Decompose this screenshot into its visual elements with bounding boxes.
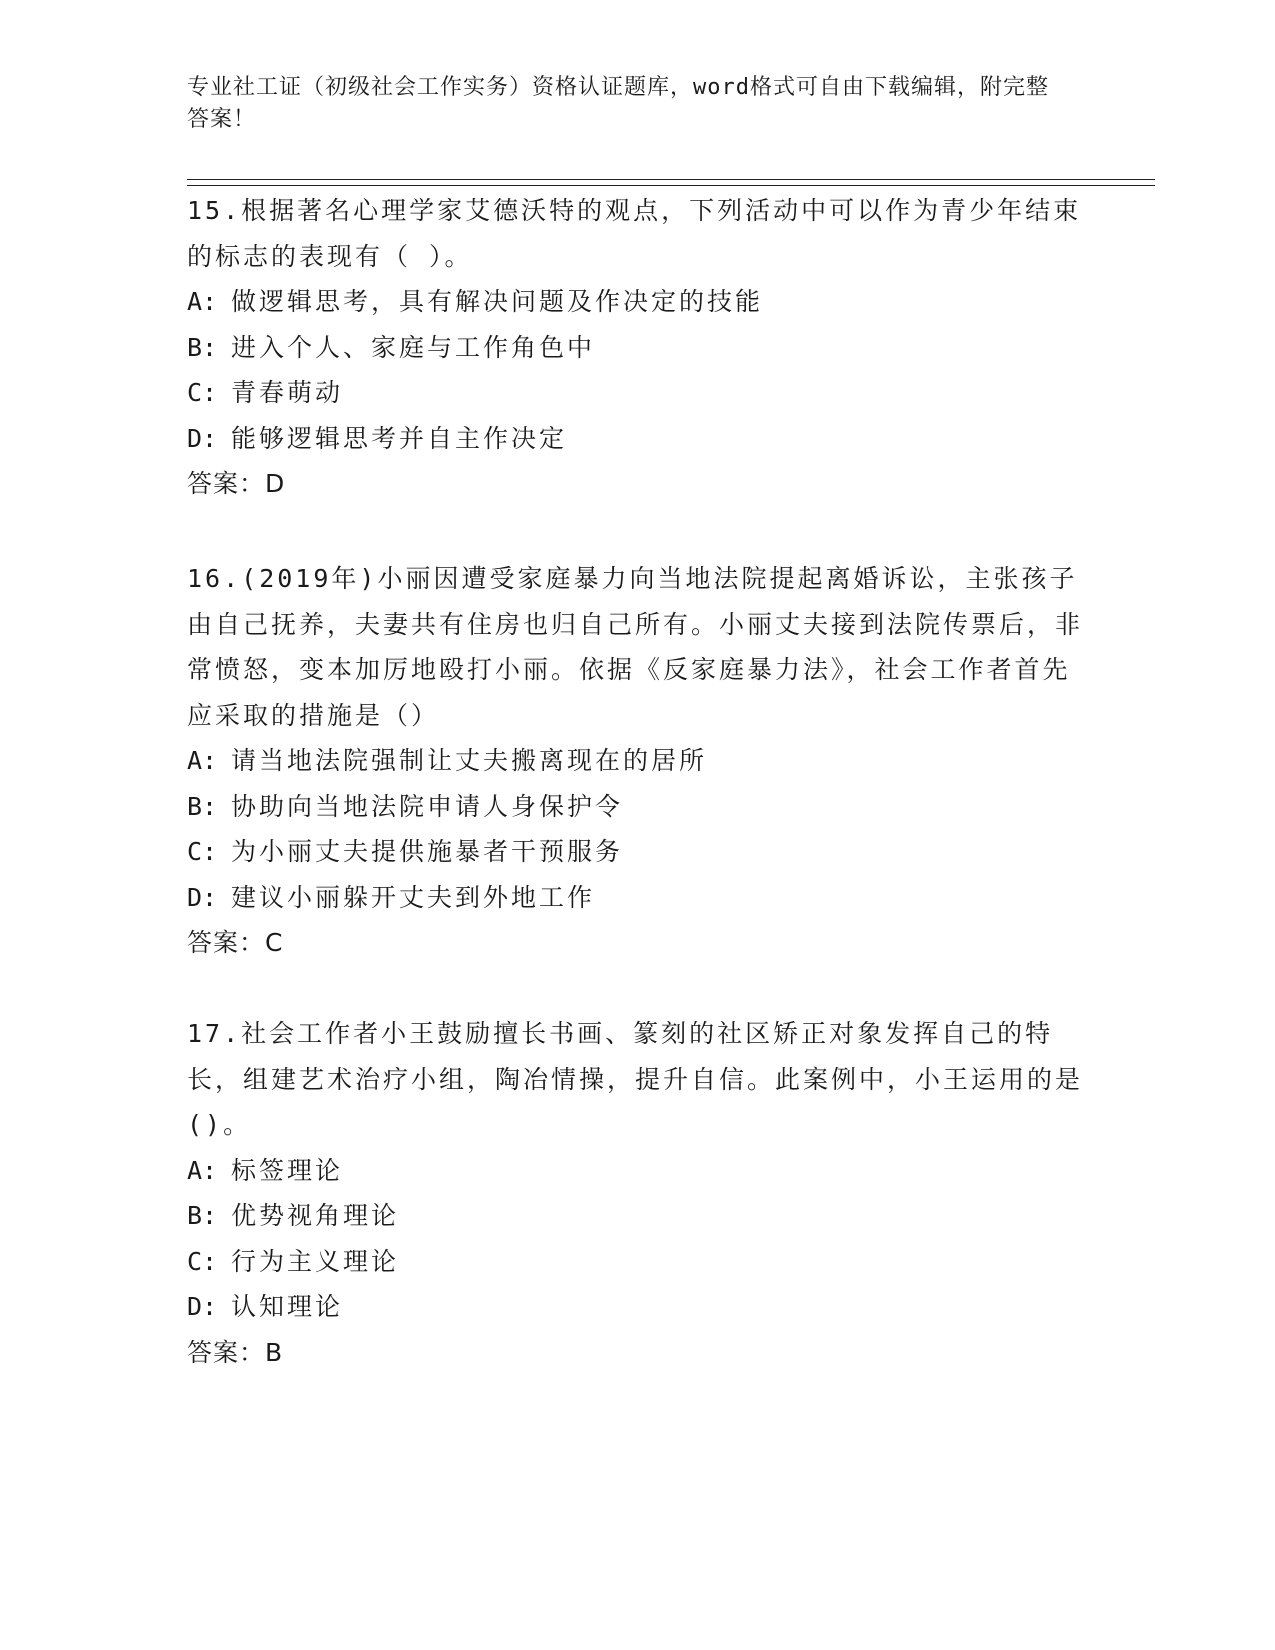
option-text: 行为主义理论 (231, 1246, 400, 1276)
option-a (187, 1148, 1087, 1194)
option-b (187, 784, 1087, 830)
option-key: D: (187, 882, 218, 912)
header-divider-top (187, 179, 1155, 180)
option-d (187, 416, 1087, 462)
option-key: B: (187, 791, 218, 821)
option-d (187, 875, 1087, 921)
question-17 (187, 1011, 1087, 1375)
option-c (187, 1239, 1087, 1285)
option-key: C: (187, 1246, 218, 1276)
option-key: A: (187, 746, 218, 775)
option-c (187, 829, 1087, 875)
option-text: 优势视角理论 (231, 1201, 400, 1230)
option-key: B: (187, 1201, 218, 1230)
header-divider-bottom (187, 185, 1155, 186)
option-c (187, 370, 1087, 416)
answer-line: 答案：D (187, 469, 286, 498)
option-key: A: (187, 1155, 218, 1185)
question-stem: 16.(2019年)小丽因遭受家庭暴力向当地法院提起离婚诉讼，主张孩子由自己抚养，夫妻共有住房也归自己所有。小丽丈夫接到法院传票后，非常愤怒，变本加厉地殴打小丽。依据《反家庭暴力法》，社会工作者首先应采取的措施是（） (187, 564, 1084, 730)
option-key: A: (187, 287, 218, 316)
option-b (187, 1193, 1087, 1239)
answer-line: 答案：C (187, 928, 284, 957)
document-intro: 专业社工证（初级社会工作实务）资格认证题库，word格式可自由下载编辑，附完整答案！ (187, 75, 1049, 132)
option-a (187, 279, 1087, 325)
option-key: C: (187, 378, 218, 407)
option-text: 认知理论 (231, 1292, 344, 1321)
option-text: 能够逻辑思考并自主作决定 (231, 423, 568, 453)
option-a (187, 738, 1087, 784)
option-text: 协助向当地法院申请人身保护令 (231, 791, 624, 821)
option-key: B: (187, 332, 218, 362)
option-b (187, 325, 1087, 371)
option-key: D: (187, 1292, 218, 1321)
option-text: 进入个人、家庭与工作角色中 (231, 332, 596, 362)
question-stem: 15.根据著名心理学家艾德沃特的观点，下列活动中可以作为青少年结束的标志的表现有（ ）。 (187, 196, 1082, 271)
question-15 (187, 188, 1087, 507)
answer-line: 答案：B (187, 1337, 284, 1367)
option-key: D: (187, 423, 218, 453)
option-text: 请当地法院强制让丈夫搬离现在的居所 (231, 746, 708, 775)
question-16 (187, 556, 1087, 966)
option-d (187, 1284, 1087, 1330)
option-text: 青春萌动 (231, 378, 344, 407)
option-text: 建议小丽躲开丈夫到外地工作 (231, 882, 596, 912)
option-text: 做逻辑思考，具有解决问题及作决定的技能 (231, 287, 764, 316)
option-text: 为小丽丈夫提供施暴者干预服务 (231, 837, 624, 866)
option-text: 标签理论 (231, 1155, 344, 1185)
option-key: C: (187, 837, 218, 866)
question-stem: 17.社会工作者小王鼓励擅长书画、篆刻的社区矫正对象发挥自己的特长，组建艺术治疗小组，陶冶情操，提升自信。此案例中，小王运用的是()。 (187, 1019, 1084, 1139)
